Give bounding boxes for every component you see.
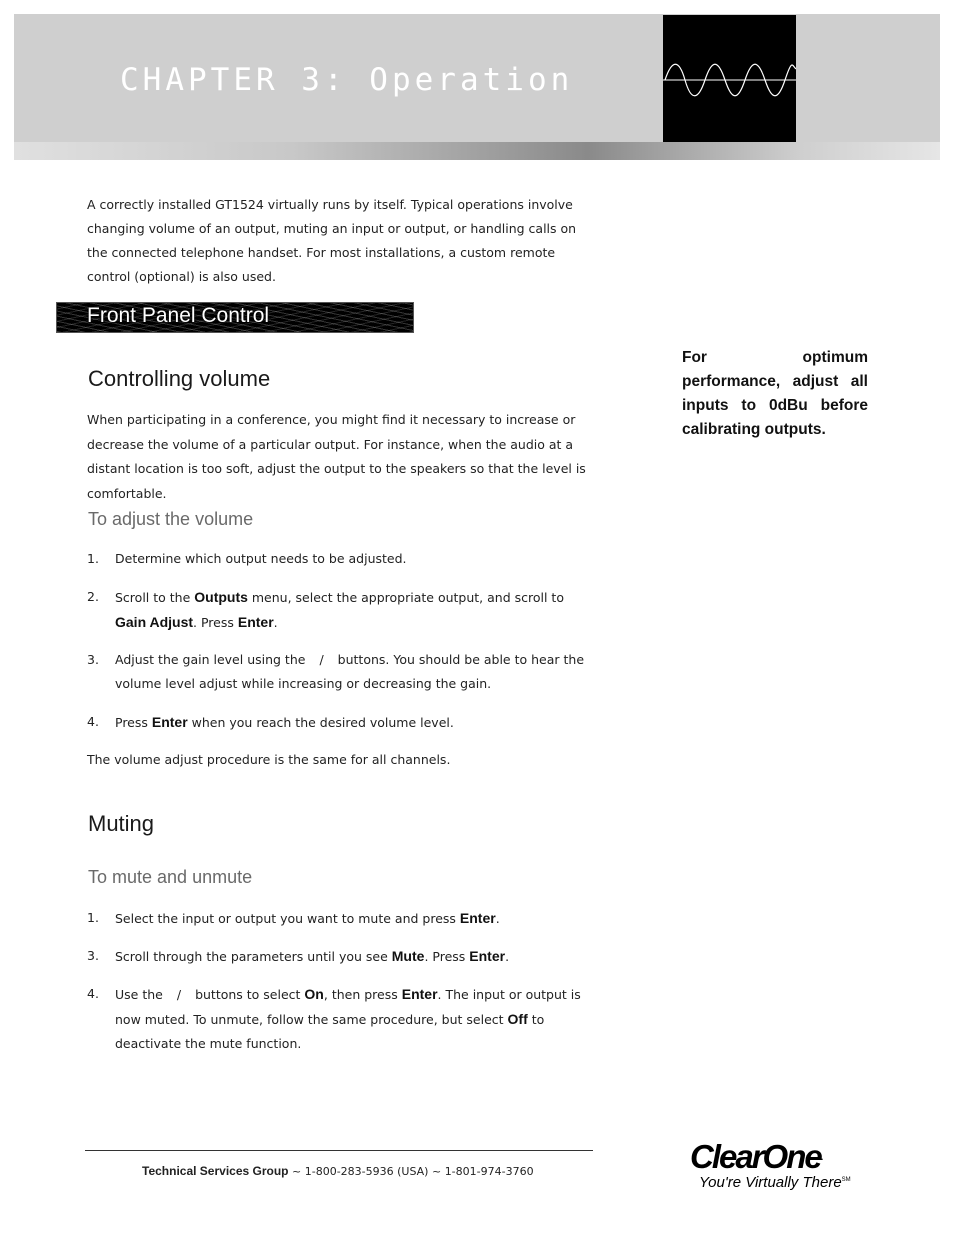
footer-phone-intl: 1-801-974-3760 xyxy=(444,1165,534,1178)
up-down-buttons-separator: / xyxy=(176,987,182,1002)
step-text: Determine which output needs to be adjusted. xyxy=(115,551,407,566)
gain-adjust-label: Gain Adjust xyxy=(115,614,194,630)
enter-key-label: Enter xyxy=(469,948,506,964)
volume-note: The volume adjust procedure is the same for all channels. xyxy=(87,752,451,767)
muting-step xyxy=(87,906,597,931)
volume-description: When participating in a conference, you might find it necessary to increase or decrease the volume of a particular output. For instance, when the audio at a distant location is too soft, adjust the output to the speakers so that the level is comfortable. xyxy=(87,412,586,501)
step-text: Scroll through the parameters until you see Mute. Press Enter. xyxy=(115,948,510,964)
footer-divider xyxy=(85,1150,593,1151)
clearone-logo xyxy=(690,1138,870,1191)
volume-step xyxy=(87,648,597,696)
enter-key-label: Enter xyxy=(151,714,188,730)
step-number: 4. xyxy=(87,714,99,729)
step-number: 1. xyxy=(87,551,99,566)
volume-heading: Controlling volume xyxy=(88,366,271,391)
logo-reg-mark: . xyxy=(820,1152,824,1162)
enter-key-label: Enter xyxy=(459,910,496,926)
step-number: 4. xyxy=(87,986,99,1001)
muting-step xyxy=(87,982,597,1056)
footer-separator: ~ xyxy=(431,1165,442,1178)
enter-key-label: Enter xyxy=(401,986,438,1002)
section-banner xyxy=(56,302,414,333)
muting-step xyxy=(87,944,597,969)
footer-phone-usa: 1-800-283-5936 (USA) xyxy=(304,1165,429,1178)
step-text: Use the / buttons to select On, then press Enter. The input or output is now muted. To unmute, follow the same procedure, but select Off to deactivate the mute function. xyxy=(115,986,581,1051)
footer-contact xyxy=(142,1164,534,1178)
volume-step xyxy=(87,710,597,735)
step-number: 1. xyxy=(87,910,99,925)
mute-parameter-label: Mute xyxy=(391,948,425,964)
step-number: 3. xyxy=(87,652,99,667)
chapter-title: CHAPTER 3: Operation xyxy=(120,62,574,98)
step-number: 2. xyxy=(87,589,99,604)
step-text: Scroll to the Outputs menu, select the appropriate output, and scroll to Gain Adjust. Press Enter. xyxy=(115,589,564,630)
logo-name: ClearOne xyxy=(690,1138,821,1175)
sine-wave-graphic xyxy=(663,15,796,142)
volume-step xyxy=(87,547,597,571)
enter-key-label: Enter xyxy=(237,614,274,630)
muting-heading: Muting xyxy=(88,811,155,836)
volume-step xyxy=(87,585,597,635)
up-down-buttons-separator: / xyxy=(319,652,324,667)
off-option-label: Off xyxy=(507,1011,528,1027)
step-number: 3. xyxy=(87,948,99,963)
step-text: Select the input or output you want to mute and press Enter. xyxy=(115,910,500,926)
outputs-menu-label: Outputs xyxy=(194,589,248,605)
sine-wave-icon xyxy=(663,15,796,142)
logo-tagline: You're Virtually There xyxy=(699,1174,842,1191)
intro-paragraph: A correctly installed GT1524 virtually runs by itself. Typical operations involve changing volume of an output, muting an input or output, or handling calls on the connected telephone handset. For most installations, a custom remote control (optional) is also used. xyxy=(87,197,577,284)
header-gradient-bar xyxy=(14,142,940,160)
footer-group-name: Technical Services Group xyxy=(142,1164,289,1178)
adjust-volume-subheading: To adjust the volume xyxy=(88,509,254,529)
footer-separator: ~ xyxy=(292,1165,302,1178)
performance-sidenote: For optimum performance, adjust all inputs to 0dBu before calibrating outputs. xyxy=(682,349,868,438)
on-option-label: On xyxy=(304,986,324,1002)
step-text: Press Enter when you reach the desired volume level. xyxy=(115,714,454,730)
section-banner-title: Front Panel Control xyxy=(87,304,270,327)
step-text: Adjust the gain level using the / buttons. You should be able to hear the volume level adjust while increasing or decreasing the gain. xyxy=(115,652,585,691)
logo-service-mark: SM xyxy=(841,1177,851,1183)
mute-unmute-subheading: To mute and unmute xyxy=(88,867,253,887)
